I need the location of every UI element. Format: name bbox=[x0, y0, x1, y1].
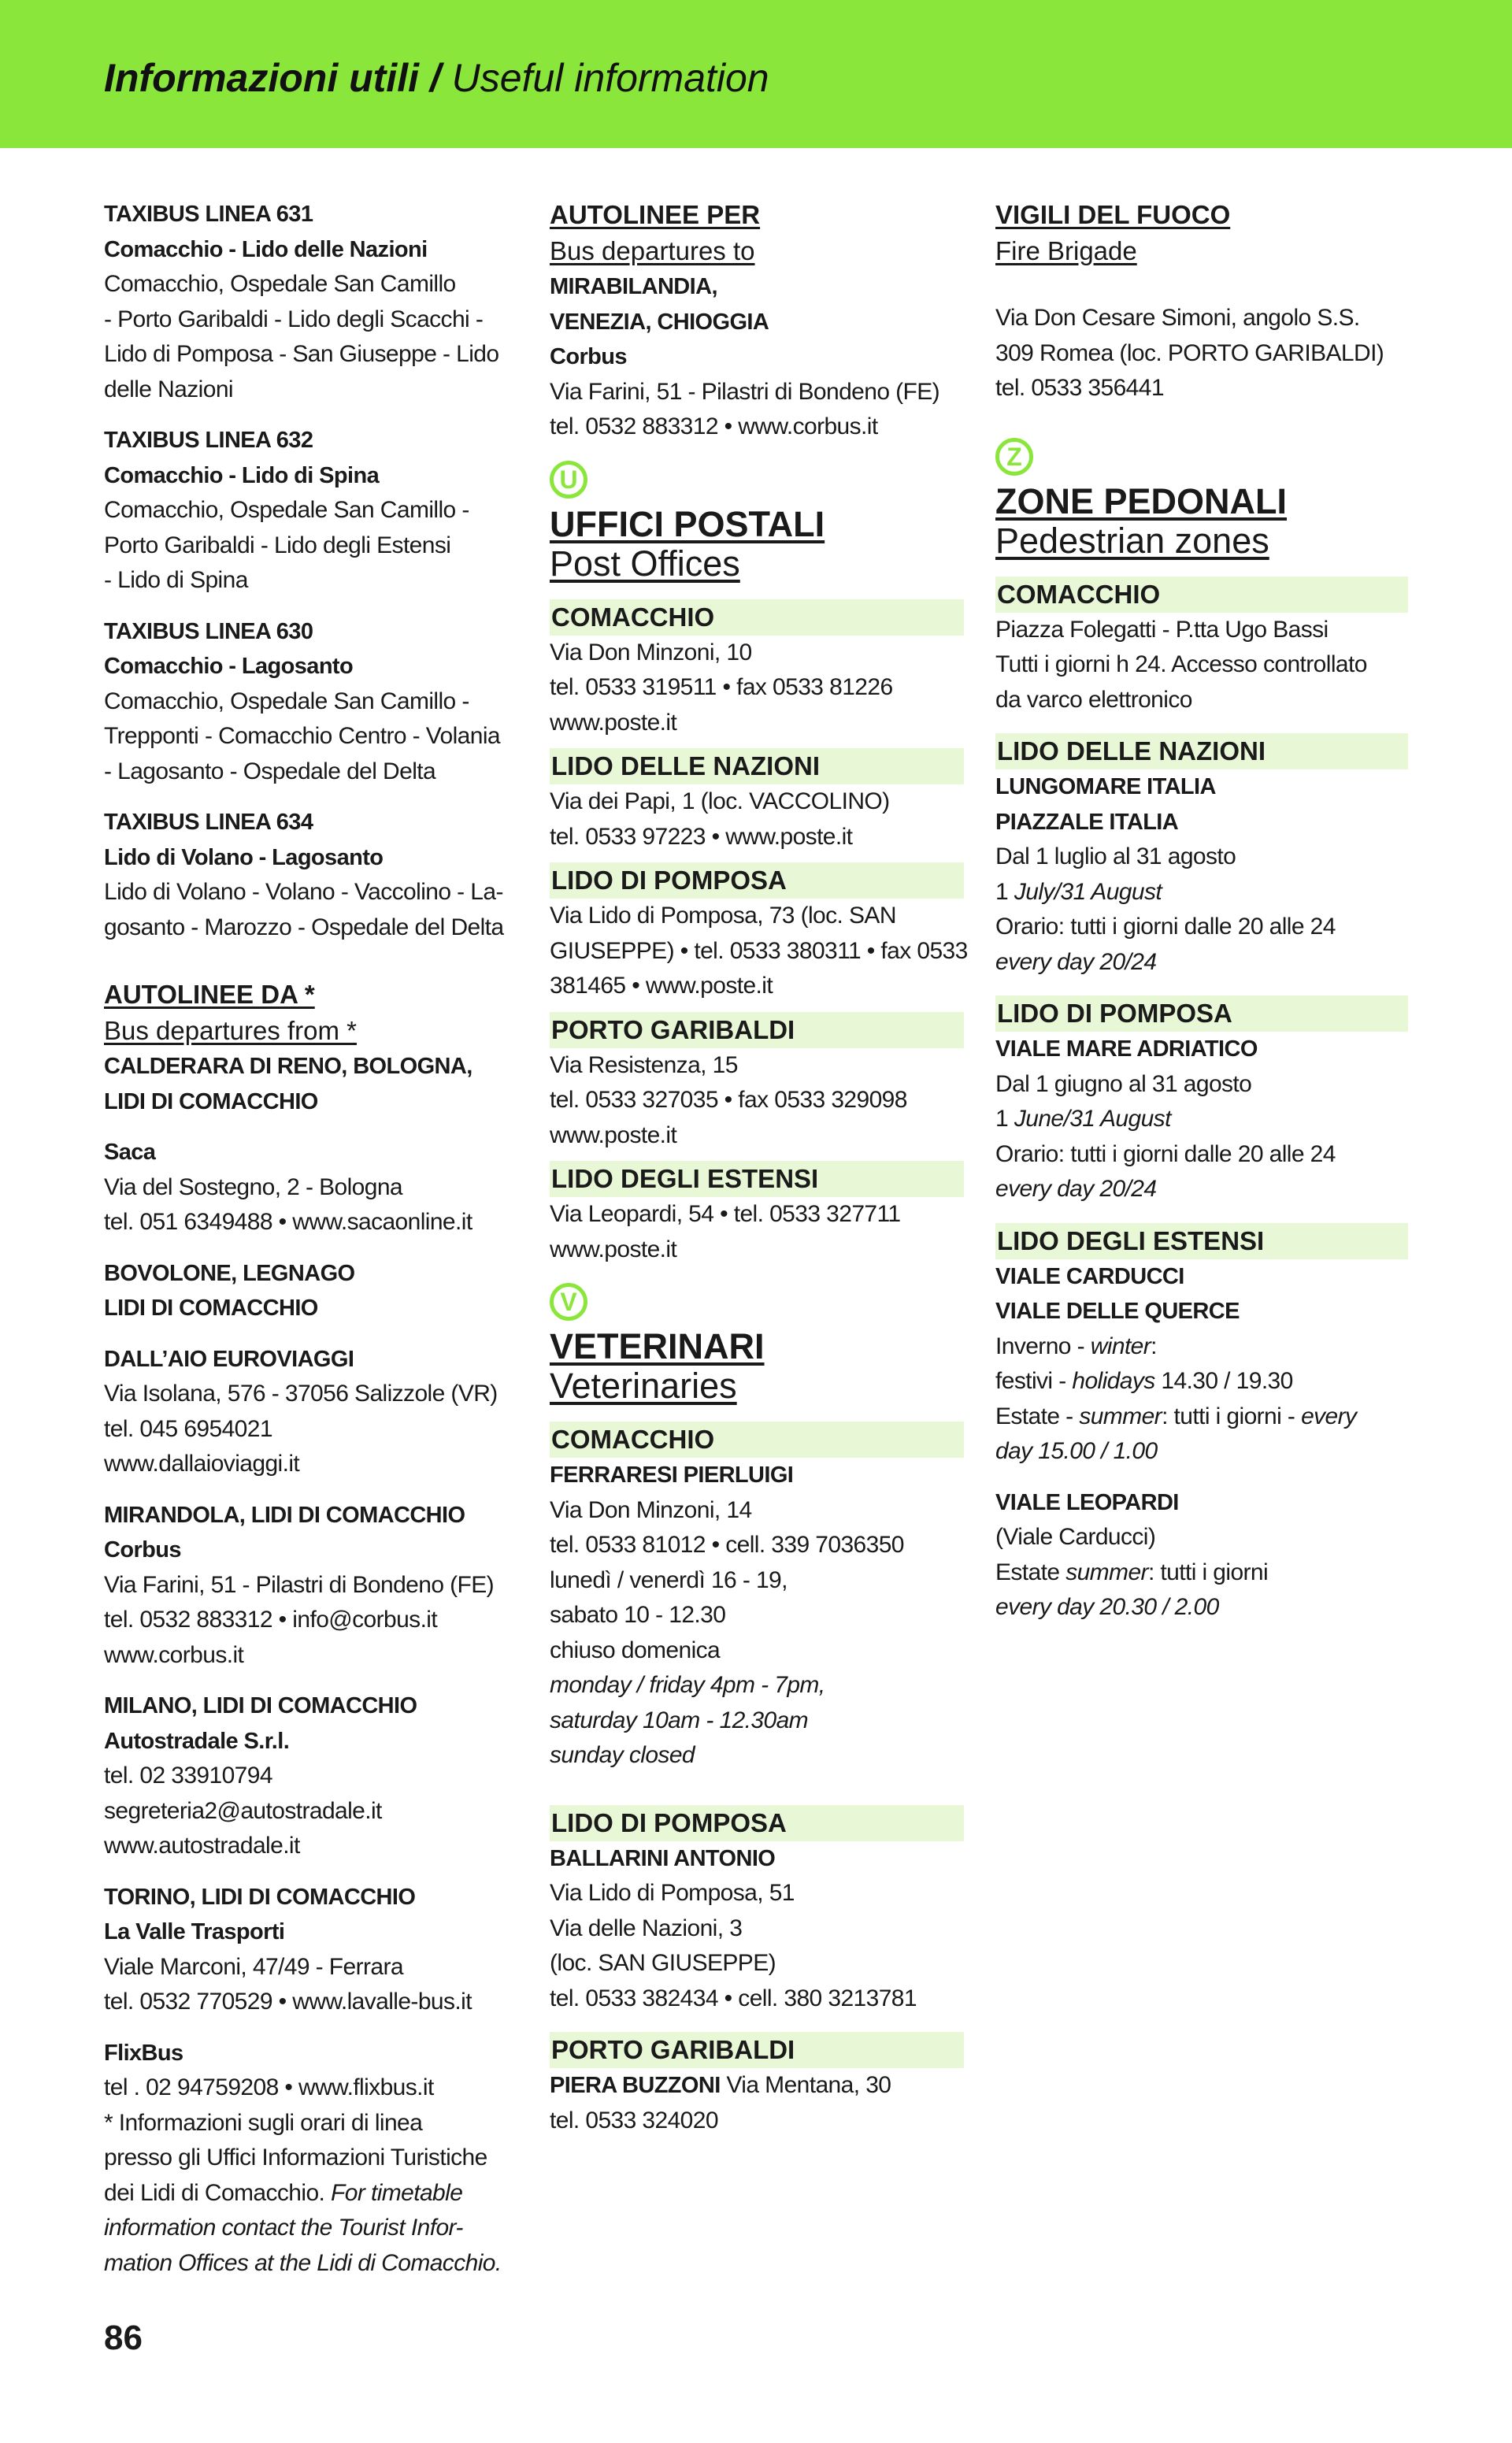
zone-info-en: every day 20/24 bbox=[995, 1176, 1157, 1202]
vet-info: Via delle Nazioni, 3 bbox=[550, 1915, 743, 1941]
uffici-postali-title: UFFICI POSTALI bbox=[550, 503, 825, 544]
vet-info-en: sunday closed bbox=[550, 1742, 695, 1768]
zone-text-en: holidays bbox=[1072, 1368, 1155, 1394]
office-info: 381465 • www.poste.it bbox=[550, 973, 773, 999]
page-title-en: Useful information bbox=[440, 56, 769, 100]
destination: CALDERARA DI RENO, BOLOGNA, bbox=[104, 1054, 472, 1079]
location-band: LIDO DEGLI ESTENSI bbox=[550, 1161, 964, 1197]
zone-info: Dal 1 giugno al 31 agosto bbox=[995, 1070, 1252, 1097]
location-band: COMACCHIO bbox=[995, 576, 1408, 613]
zone-info bbox=[995, 1399, 1408, 1435]
street-name: VIALE LEOPARDI bbox=[995, 1489, 1179, 1515]
operator-name: DALL’AIO EUROVIAGGI bbox=[104, 1346, 354, 1372]
zone-info bbox=[995, 875, 1408, 910]
office-info: Via Resistenza, 15 bbox=[550, 1051, 738, 1078]
vet-name: PIERA BUZZONI bbox=[550, 2073, 721, 2098]
veterinari-subtitle: Veterinaries bbox=[550, 1366, 737, 1406]
veterinari-title: VETERINARI bbox=[550, 1326, 765, 1366]
zone-info: Orario: tutti i giorni dalle 20 alle 24 bbox=[995, 914, 1336, 940]
operator-info: www.dallaioviaggi.it bbox=[104, 1451, 300, 1477]
zone-text: festivi - bbox=[995, 1368, 1073, 1394]
vigili-subtitle: Fire Brigade bbox=[995, 236, 1137, 265]
zone-info bbox=[995, 1555, 1408, 1591]
street-name: VIALE CARDUCCI bbox=[995, 1263, 1184, 1289]
page-title bbox=[104, 55, 769, 101]
location-band: PORTO GARIBALDI bbox=[550, 2032, 964, 2068]
vet-name: BALLARINI ANTONIO bbox=[550, 1845, 776, 1871]
taxibus-route: Comacchio - Lido delle Nazioni bbox=[104, 236, 428, 262]
operator-info: tel. 0532 883312 • info@corbus.it bbox=[104, 1607, 438, 1633]
taxibus-route: Comacchio - Lido di Spina bbox=[104, 462, 380, 488]
zone-info-en: every day 20/24 bbox=[995, 948, 1157, 975]
office-info: Via Don Minzoni, 10 bbox=[550, 639, 752, 665]
zone-text-en: summer bbox=[1079, 1403, 1162, 1429]
footnote: presso gli Uffici Informazioni Turistiche bbox=[104, 2145, 487, 2171]
operator-info: Via Farini, 51 - Pilastri di Bondeno (FE) bbox=[104, 1571, 495, 1598]
taxibus-stops: - Lido di Spina bbox=[104, 567, 248, 593]
taxibus-stops: Comacchio, Ospedale San Camillo - bbox=[104, 497, 469, 523]
vet-info: tel. 0533 324020 bbox=[550, 2107, 718, 2133]
operator-info: Via Isolana, 576 - 37056 Salizzole (VR) bbox=[104, 1381, 498, 1407]
vet-address: Via Mentana, 30 bbox=[720, 2072, 891, 2098]
taxibus-631 bbox=[104, 197, 521, 407]
zone-text: 14.30 / 19.30 bbox=[1154, 1368, 1293, 1394]
location-band: COMACCHIO bbox=[550, 599, 964, 636]
destination: LIDI DI COMACCHIO bbox=[104, 1296, 318, 1321]
vet-info-en: monday / friday 4pm - 7pm, bbox=[550, 1672, 825, 1698]
zone-text-en: summer bbox=[1065, 1559, 1148, 1585]
zone-info: Tutti i giorni h 24. Accesso controllato bbox=[995, 651, 1367, 677]
operator-name: Corbus bbox=[550, 344, 627, 369]
zone-date: 1 bbox=[995, 1106, 1014, 1132]
footnote-en: mation Offices at the Lidi di Comacchio. bbox=[104, 2249, 502, 2276]
taxibus-line: TAXIBUS LINEA 634 bbox=[104, 810, 313, 835]
zone-text: : tutti i giorni bbox=[1147, 1559, 1269, 1585]
taxibus-stops: gosanto - Marozzo - Ospedale del Delta bbox=[104, 914, 504, 940]
vet-info: (loc. SAN GIUSEPPE) bbox=[550, 1950, 776, 1976]
office-info: Via Lido di Pomposa, 73 (loc. SAN bbox=[550, 903, 896, 929]
operator-info: tel. 0532 770529 • www.lavalle-bus.it bbox=[104, 1989, 472, 2015]
header-bar bbox=[0, 0, 1512, 148]
destination: VENEZIA, CHIOGGIA bbox=[550, 309, 769, 335]
zone-text: Inverno - bbox=[995, 1333, 1091, 1359]
zone-text: : tutti i giorni - bbox=[1162, 1403, 1302, 1429]
zone-info: da varco elettronico bbox=[995, 686, 1192, 713]
vet-info bbox=[550, 2068, 964, 2104]
footnote-en: information contact the Tourist Infor- bbox=[104, 2215, 463, 2241]
zone-pedonali-subtitle: Pedestrian zones bbox=[995, 520, 1269, 561]
zone-info bbox=[995, 1329, 1408, 1365]
vet-info: tel. 0533 382434 • cell. 380 3213781 bbox=[550, 1985, 917, 2011]
autolinee-per-subtitle: Bus departures to bbox=[550, 236, 755, 265]
zone-info: Dal 1 luglio al 31 agosto bbox=[995, 843, 1236, 869]
location-band: COMACCHIO bbox=[550, 1422, 964, 1458]
taxibus-stops: Lido di Volano - Volano - Vaccolino - La- bbox=[104, 879, 503, 905]
zone-date-en: July/31 August bbox=[1014, 878, 1162, 905]
operator-name: Saca bbox=[104, 1140, 156, 1165]
operator-info: Via Farini, 51 - Pilastri di Bondeno (FE) bbox=[550, 378, 940, 405]
taxibus-line: TAXIBUS LINEA 631 bbox=[104, 202, 313, 227]
taxibus-stops: - Lagosanto - Ospedale del Delta bbox=[104, 758, 436, 784]
vigili-info: 309 Romea (loc. PORTO GARIBALDI) bbox=[995, 339, 1384, 366]
location-band: LIDO DELLE NAZIONI bbox=[550, 748, 964, 784]
operator-info: tel. 045 6954021 bbox=[104, 1415, 272, 1442]
street-name: LUNGOMARE ITALIA bbox=[995, 774, 1216, 799]
uffici-postali-subtitle: Post Offices bbox=[550, 543, 740, 584]
column-services bbox=[550, 197, 968, 2138]
destination: MILANO, LIDI DI COMACCHIO bbox=[104, 1693, 417, 1718]
operator-info: www.corbus.it bbox=[104, 1641, 244, 1668]
operator-info: Via del Sostegno, 2 - Bologna bbox=[104, 1173, 403, 1200]
post-office-u-icon: U bbox=[550, 461, 587, 499]
column-emergency-zones bbox=[995, 197, 1408, 1626]
location-band: PORTO GARIBALDI bbox=[550, 1012, 964, 1048]
office-info: GIUSEPPE) • tel. 0533 380311 • fax 0533 bbox=[550, 937, 968, 964]
street-name: VIALE DELLE QUERCE bbox=[995, 1299, 1240, 1324]
taxibus-stops: Porto Garibaldi - Lido degli Estensi bbox=[104, 532, 451, 558]
location-band: LIDO DI POMPOSA bbox=[995, 995, 1408, 1032]
taxibus-stops: delle Nazioni bbox=[104, 376, 233, 402]
taxibus-stops: Lido di Pomposa - San Giuseppe - Lido bbox=[104, 341, 499, 367]
page-title-it: Informazioni utili / bbox=[104, 56, 441, 100]
taxibus-line: TAXIBUS LINEA 630 bbox=[104, 618, 313, 644]
location-band: LIDO DI POMPOSA bbox=[550, 862, 964, 899]
vet-info: Via Lido di Pomposa, 51 bbox=[550, 1880, 795, 1906]
operator-info: tel. 02 33910794 bbox=[104, 1763, 272, 1789]
vet-info: chiuso domenica bbox=[550, 1637, 721, 1663]
location-band: LIDO DELLE NAZIONI bbox=[995, 733, 1408, 769]
operator-info: www.autostradale.it bbox=[104, 1833, 300, 1859]
pedestrian-z-icon: Z bbox=[995, 438, 1033, 476]
destination: MIRANDOLA, LIDI DI COMACCHIO bbox=[104, 1502, 465, 1528]
zone-info: Orario: tutti i giorni dalle 20 alle 24 bbox=[995, 1140, 1336, 1167]
office-info: Via Leopardi, 54 • tel. 0533 327711 bbox=[550, 1201, 901, 1227]
office-info: Via dei Papi, 1 (loc. VACCOLINO) bbox=[550, 788, 890, 814]
location-band: LIDO DEGLI ESTENSI bbox=[995, 1223, 1408, 1259]
footnote-en: For timetable bbox=[331, 2179, 463, 2206]
footnote: * Informazioni sugli orari di linea bbox=[104, 2109, 423, 2136]
zone-text: : bbox=[1151, 1333, 1157, 1359]
destination: LIDI DI COMACCHIO bbox=[104, 1088, 318, 1114]
operator-info: segreteria2@autostradale.it bbox=[104, 1797, 382, 1824]
operator-name: Autostradale S.r.l. bbox=[104, 1728, 290, 1754]
street-name: PIAZZALE ITALIA bbox=[995, 809, 1179, 835]
destination: MIRABILANDIA, bbox=[550, 274, 717, 299]
zone-text: Estate bbox=[995, 1559, 1066, 1585]
taxibus-630 bbox=[104, 614, 521, 790]
operator-name: Corbus bbox=[104, 1537, 181, 1563]
vet-info: tel. 0533 81012 • cell. 339 7036350 bbox=[550, 1532, 904, 1558]
zone-info: (Viale Carducci) bbox=[995, 1524, 1156, 1550]
zone-info-en: every day 20.30 / 2.00 bbox=[995, 1594, 1219, 1620]
zone-date-en: June/31 August bbox=[1014, 1106, 1171, 1132]
zone-info-en: day 15.00 / 1.00 bbox=[995, 1438, 1158, 1464]
zone-info: Piazza Folegatti - P.tta Ugo Bassi bbox=[995, 616, 1329, 643]
autolinee-da-subtitle: Bus departures from * bbox=[104, 1016, 357, 1045]
autolinee-da-title: AUTOLINEE DA * bbox=[104, 980, 315, 1009]
office-info: tel. 0533 327035 • fax 0533 329098 bbox=[550, 1087, 907, 1113]
zone-info bbox=[995, 1102, 1408, 1137]
footnote bbox=[104, 2176, 521, 2211]
column-transport bbox=[104, 197, 521, 2281]
operator-info: tel . 02 94759208 • www.flixbus.it bbox=[104, 2074, 434, 2100]
zone-pedonali-title: ZONE PEDONALI bbox=[995, 480, 1288, 521]
taxibus-route: Comacchio - Lagosanto bbox=[104, 654, 354, 679]
zone-date: 1 bbox=[995, 878, 1014, 905]
office-info: tel. 0533 319511 • fax 0533 81226 bbox=[550, 674, 893, 700]
office-info: www.poste.it bbox=[550, 709, 677, 736]
footnote-it: dei Lidi di Comacchio. bbox=[104, 2179, 332, 2206]
taxibus-stops: Trepponti - Comacchio Centro - Volania bbox=[104, 723, 501, 749]
vigili-info: Via Don Cesare Simoni, angolo S.S. bbox=[995, 305, 1360, 331]
taxibus-634 bbox=[104, 805, 521, 945]
office-info: www.poste.it bbox=[550, 1236, 677, 1262]
taxibus-stops: Comacchio, Ospedale San Camillo - bbox=[104, 688, 469, 714]
zone-text-en: every bbox=[1301, 1403, 1357, 1429]
vet-name: FERRARESI PIERLUIGI bbox=[550, 1462, 794, 1488]
operator-name: La Valle Trasporti bbox=[104, 1919, 285, 1944]
operator-name: FlixBus bbox=[104, 2040, 183, 2066]
street-name: VIALE MARE ADRIATICO bbox=[995, 1036, 1258, 1062]
operator-info: tel. 051 6349488 • www.sacaonline.it bbox=[104, 1209, 472, 1235]
autolinee-per-title: AUTOLINEE PER bbox=[550, 200, 761, 229]
zone-text: Estate - bbox=[995, 1403, 1080, 1429]
office-info: tel. 0533 97223 • www.poste.it bbox=[550, 823, 853, 850]
taxibus-stops: Comacchio, Ospedale San Camillo bbox=[104, 271, 456, 297]
zone-info bbox=[995, 1364, 1408, 1399]
vigili-title: VIGILI DEL FUOCO bbox=[995, 200, 1231, 229]
vet-info: lunedì / venerdì 16 - 19, bbox=[550, 1566, 788, 1593]
page-number: 86 bbox=[104, 2319, 143, 2357]
taxibus-632 bbox=[104, 423, 521, 599]
operator-info: Viale Marconi, 47/49 - Ferrara bbox=[104, 1953, 403, 1980]
vet-info: Via Don Minzoni, 14 bbox=[550, 1496, 752, 1523]
destination: TORINO, LIDI DI COMACCHIO bbox=[104, 1884, 416, 1910]
vet-info-en: saturday 10am - 12.30am bbox=[550, 1707, 809, 1733]
operator-info: tel. 0532 883312 • www.corbus.it bbox=[550, 413, 878, 439]
taxibus-route: Lido di Volano - Lagosanto bbox=[104, 844, 384, 870]
taxibus-stops: - Porto Garibaldi - Lido degli Scacchi - bbox=[104, 306, 484, 332]
vet-info: sabato 10 - 12.30 bbox=[550, 1602, 726, 1628]
destination: BOVOLONE, LEGNAGO bbox=[104, 1260, 355, 1286]
location-band: LIDO DI POMPOSA bbox=[550, 1805, 964, 1841]
vigili-info: tel. 0533 356441 bbox=[995, 375, 1164, 401]
office-info: www.poste.it bbox=[550, 1121, 677, 1148]
veterinary-v-icon: V bbox=[550, 1283, 587, 1321]
zone-text-en: winter bbox=[1090, 1333, 1151, 1359]
taxibus-line: TAXIBUS LINEA 632 bbox=[104, 428, 313, 453]
